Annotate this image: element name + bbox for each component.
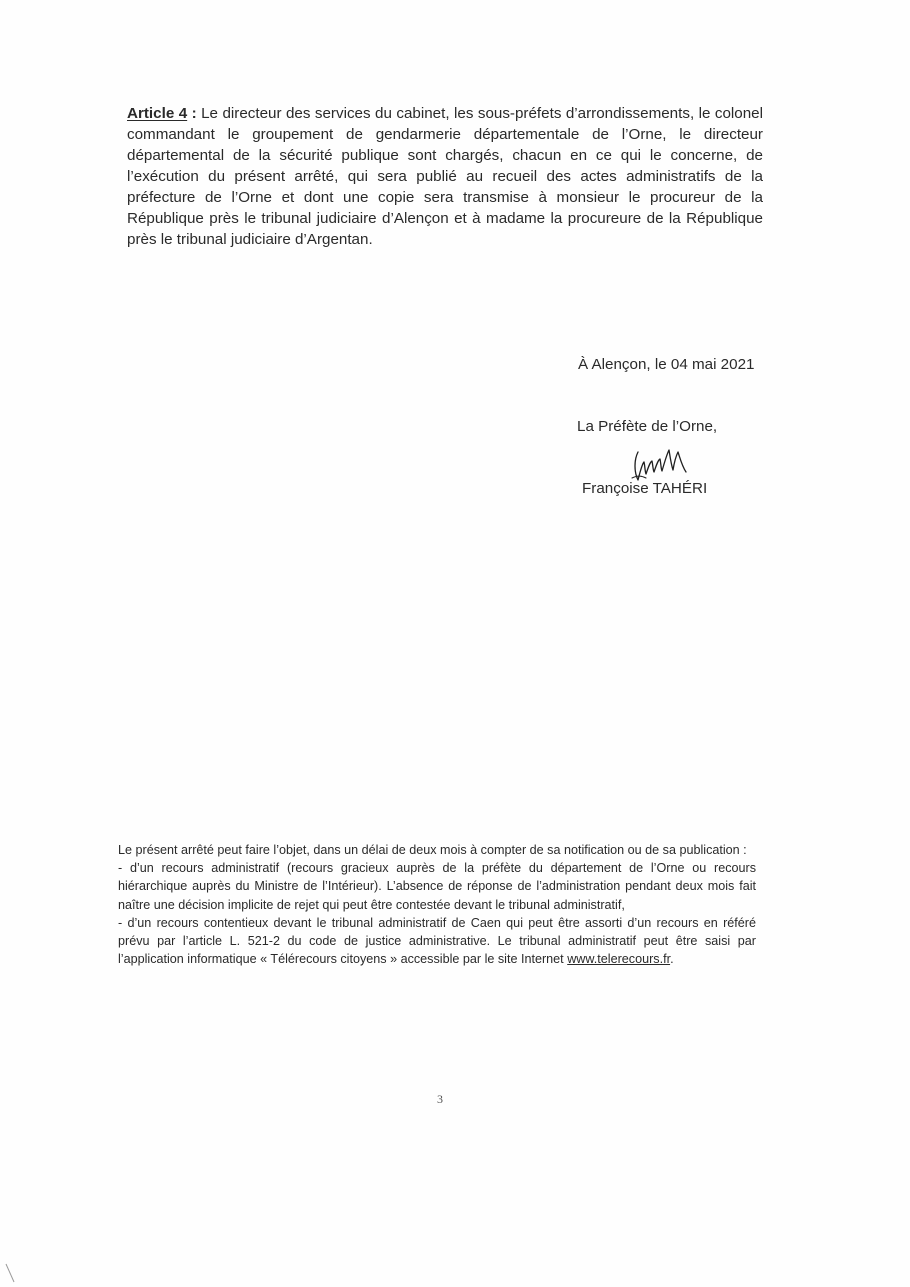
notice-link-suffix: . <box>670 952 674 967</box>
article-heading-colon: : <box>187 105 197 122</box>
article-body: Le directeur des services du cabinet, les sous-préfets d’arrondissements, le colonel commandant le groupement de gendarmerie départementale de l’Orne, le directeur départemental de la sécurité publique sont chargés, chacun en ce qui le concerne, de l’exécution du présent arrêté, qui sera publié au recueil des actes administratifs de la préfecture de l’Orne et dont une copie sera transmise à monsieur le procureur de la République près le tribunal judiciaire d’Alençon et à madame la procureure de la République près le tribunal judiciaire d’Argentan. <box>127 105 763 248</box>
notice-item-administratif: - d’un recours administratif (recours gracieux auprès de la préfète du département de l’Orne ou recours hiérarchique auprès du Ministre de l’Intérieur). L’absence de réponse de l’administration pendant deux mois fait naître une décision implicite de rejet qui peut être contestée devant le tribunal administratif, <box>118 861 756 912</box>
signatory-title: La Préfète de l’Orne, <box>577 418 718 435</box>
signatory-name: Françoise TAHÉRI <box>582 480 708 497</box>
appeal-notice <box>118 841 756 968</box>
notice-intro: Le présent arrêté peut faire l’objet, dans un délai de deux mois à compter de sa notification ou de sa publication : <box>118 843 747 857</box>
page-number: 3 <box>437 1092 443 1106</box>
handwritten-signature <box>630 442 692 484</box>
notice-item-contentieux <box>118 914 756 969</box>
notice-item-contentieux-text: - d’un recours contentieux devant le tribunal administratif de Caen qui peut être assorti d’un recours en référé prévu par l’article L. 521-2 du code de justice administrative. Le tribunal administratif peut être saisi par l’application informatique « Télérecours citoyens » accessible par le site Internet <box>118 915 756 967</box>
place-and-date: À Alençon, le 04 mai 2021 <box>578 356 755 373</box>
article-4 <box>127 103 763 250</box>
telerecours-link[interactable]: www.telerecours.fr <box>567 952 671 967</box>
article-heading: Article 4 <box>127 105 188 122</box>
scan-artifact-mark <box>4 1262 18 1284</box>
